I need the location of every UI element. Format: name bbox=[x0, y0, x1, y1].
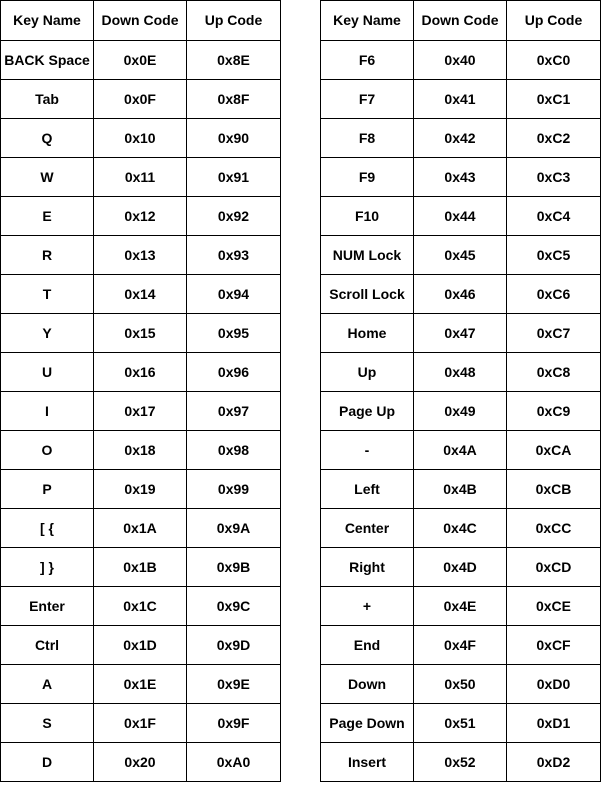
table-row bbox=[321, 41, 601, 80]
down-code-cell: 0x18 bbox=[94, 431, 187, 470]
header-row bbox=[1, 1, 281, 41]
table-row bbox=[321, 509, 601, 548]
key-name-cell: Page Down bbox=[321, 704, 414, 743]
up-code-cell: 0xC0 bbox=[507, 41, 601, 80]
down-code-cell: 0x4C bbox=[414, 509, 507, 548]
key-name-cell: Y bbox=[1, 314, 94, 353]
down-code-cell: 0x46 bbox=[414, 275, 507, 314]
header-key-name: Key Name bbox=[321, 1, 414, 41]
table-row bbox=[1, 158, 281, 197]
up-code-cell: 0xCA bbox=[507, 431, 601, 470]
table-row bbox=[321, 704, 601, 743]
key-name-cell: O bbox=[1, 431, 94, 470]
up-code-cell: 0xC8 bbox=[507, 353, 601, 392]
key-name-cell: F10 bbox=[321, 197, 414, 236]
up-code-cell: 0x8F bbox=[187, 80, 281, 119]
key-name-cell: Tab bbox=[1, 80, 94, 119]
up-code-cell: 0xC4 bbox=[507, 197, 601, 236]
down-code-cell: 0x16 bbox=[94, 353, 187, 392]
down-code-cell: 0x14 bbox=[94, 275, 187, 314]
key-name-cell: U bbox=[1, 353, 94, 392]
table-row bbox=[1, 197, 281, 236]
down-code-cell: 0x49 bbox=[414, 392, 507, 431]
up-code-cell: 0x8E bbox=[187, 41, 281, 80]
down-code-cell: 0x4E bbox=[414, 587, 507, 626]
key-name-cell: F9 bbox=[321, 158, 414, 197]
up-code-cell: 0x98 bbox=[187, 431, 281, 470]
key-name-cell: S bbox=[1, 704, 94, 743]
table-row bbox=[1, 704, 281, 743]
down-code-cell: 0x41 bbox=[414, 80, 507, 119]
up-code-cell: 0xCF bbox=[507, 626, 601, 665]
key-name-cell: Page Up bbox=[321, 392, 414, 431]
table-row bbox=[1, 119, 281, 158]
down-code-cell: 0x44 bbox=[414, 197, 507, 236]
table-row bbox=[1, 509, 281, 548]
up-code-cell: 0xA0 bbox=[187, 743, 281, 782]
key-name-cell: Ctrl bbox=[1, 626, 94, 665]
table-row bbox=[321, 197, 601, 236]
up-code-cell: 0x9D bbox=[187, 626, 281, 665]
table-row bbox=[1, 743, 281, 782]
down-code-cell: 0x0F bbox=[94, 80, 187, 119]
table-row bbox=[1, 587, 281, 626]
key-name-cell: Q bbox=[1, 119, 94, 158]
header-row bbox=[321, 1, 601, 41]
up-code-cell: 0x9C bbox=[187, 587, 281, 626]
up-code-cell: 0x99 bbox=[187, 470, 281, 509]
up-code-cell: 0x9F bbox=[187, 704, 281, 743]
key-name-cell: F6 bbox=[321, 41, 414, 80]
key-name-cell: Left bbox=[321, 470, 414, 509]
table-row bbox=[321, 626, 601, 665]
header-up-code: Up Code bbox=[507, 1, 601, 41]
up-code-cell: 0xD1 bbox=[507, 704, 601, 743]
table-row bbox=[321, 80, 601, 119]
down-code-cell: 0x51 bbox=[414, 704, 507, 743]
header-up-code: Up Code bbox=[187, 1, 281, 41]
up-code-cell: 0x91 bbox=[187, 158, 281, 197]
down-code-cell: 0x13 bbox=[94, 236, 187, 275]
up-code-cell: 0x96 bbox=[187, 353, 281, 392]
table-row bbox=[1, 353, 281, 392]
up-code-cell: 0xC9 bbox=[507, 392, 601, 431]
down-code-cell: 0x48 bbox=[414, 353, 507, 392]
key-name-cell: T bbox=[1, 275, 94, 314]
table-row bbox=[321, 353, 601, 392]
down-code-cell: 0x43 bbox=[414, 158, 507, 197]
up-code-cell: 0x9B bbox=[187, 548, 281, 587]
down-code-cell: 0x40 bbox=[414, 41, 507, 80]
key-name-cell: E bbox=[1, 197, 94, 236]
key-name-cell: [ { bbox=[1, 509, 94, 548]
table-row bbox=[1, 236, 281, 275]
up-code-cell: 0x90 bbox=[187, 119, 281, 158]
down-code-cell: 0x0E bbox=[94, 41, 187, 80]
up-code-cell: 0xC1 bbox=[507, 80, 601, 119]
down-code-cell: 0x1F bbox=[94, 704, 187, 743]
key-name-cell: A bbox=[1, 665, 94, 704]
key-name-cell: Right bbox=[321, 548, 414, 587]
table-row bbox=[321, 119, 601, 158]
key-name-cell: R bbox=[1, 236, 94, 275]
up-code-cell: 0xC3 bbox=[507, 158, 601, 197]
table-row bbox=[1, 548, 281, 587]
table-row bbox=[321, 392, 601, 431]
key-name-cell: F8 bbox=[321, 119, 414, 158]
down-code-cell: 0x11 bbox=[94, 158, 187, 197]
table-row bbox=[321, 743, 601, 782]
down-code-cell: 0x12 bbox=[94, 197, 187, 236]
key-name-cell: Center bbox=[321, 509, 414, 548]
up-code-cell: 0xCB bbox=[507, 470, 601, 509]
table-row bbox=[1, 431, 281, 470]
table-row bbox=[321, 587, 601, 626]
key-name-cell: Insert bbox=[321, 743, 414, 782]
key-name-cell: D bbox=[1, 743, 94, 782]
key-name-cell: W bbox=[1, 158, 94, 197]
down-code-cell: 0x4D bbox=[414, 548, 507, 587]
key-name-cell: Down bbox=[321, 665, 414, 704]
table-row bbox=[1, 626, 281, 665]
header-key-name: Key Name bbox=[1, 1, 94, 41]
down-code-cell: 0x4B bbox=[414, 470, 507, 509]
up-code-cell: 0xCC bbox=[507, 509, 601, 548]
down-code-cell: 0x1D bbox=[94, 626, 187, 665]
key-name-cell: P bbox=[1, 470, 94, 509]
key-name-cell: BACK Space bbox=[1, 41, 94, 80]
down-code-cell: 0x1E bbox=[94, 665, 187, 704]
down-code-cell: 0x47 bbox=[414, 314, 507, 353]
table-row bbox=[1, 80, 281, 119]
table-row bbox=[1, 665, 281, 704]
down-code-cell: 0x1C bbox=[94, 587, 187, 626]
down-code-cell: 0x4A bbox=[414, 431, 507, 470]
up-code-cell: 0xC6 bbox=[507, 275, 601, 314]
up-code-cell: 0x92 bbox=[187, 197, 281, 236]
table-row bbox=[321, 158, 601, 197]
down-code-cell: 0x10 bbox=[94, 119, 187, 158]
keycode-table-left bbox=[0, 0, 281, 782]
table-row bbox=[321, 665, 601, 704]
up-code-cell: 0x9A bbox=[187, 509, 281, 548]
header-down-code: Down Code bbox=[414, 1, 507, 41]
up-code-cell: 0x9E bbox=[187, 665, 281, 704]
down-code-cell: 0x42 bbox=[414, 119, 507, 158]
down-code-cell: 0x19 bbox=[94, 470, 187, 509]
key-name-cell: NUM Lock bbox=[321, 236, 414, 275]
up-code-cell: 0x94 bbox=[187, 275, 281, 314]
down-code-cell: 0x4F bbox=[414, 626, 507, 665]
up-code-cell: 0xD2 bbox=[507, 743, 601, 782]
up-code-cell: 0xC7 bbox=[507, 314, 601, 353]
table-row bbox=[1, 314, 281, 353]
down-code-cell: 0x15 bbox=[94, 314, 187, 353]
key-name-cell: I bbox=[1, 392, 94, 431]
down-code-cell: 0x1B bbox=[94, 548, 187, 587]
up-code-cell: 0xCD bbox=[507, 548, 601, 587]
up-code-cell: 0x95 bbox=[187, 314, 281, 353]
key-name-cell: End bbox=[321, 626, 414, 665]
key-name-cell: - bbox=[321, 431, 414, 470]
down-code-cell: 0x20 bbox=[94, 743, 187, 782]
down-code-cell: 0x50 bbox=[414, 665, 507, 704]
table-row bbox=[321, 314, 601, 353]
up-code-cell: 0x93 bbox=[187, 236, 281, 275]
table-row bbox=[1, 392, 281, 431]
up-code-cell: 0x97 bbox=[187, 392, 281, 431]
table-row bbox=[321, 275, 601, 314]
table-row bbox=[321, 470, 601, 509]
down-code-cell: 0x1A bbox=[94, 509, 187, 548]
down-code-cell: 0x17 bbox=[94, 392, 187, 431]
key-name-cell: F7 bbox=[321, 80, 414, 119]
key-name-cell: Home bbox=[321, 314, 414, 353]
keycode-table-right bbox=[320, 0, 601, 782]
key-name-cell: Scroll Lock bbox=[321, 275, 414, 314]
down-code-cell: 0x52 bbox=[414, 743, 507, 782]
up-code-cell: 0xC5 bbox=[507, 236, 601, 275]
key-name-cell: + bbox=[321, 587, 414, 626]
table-row bbox=[1, 275, 281, 314]
header-down-code: Down Code bbox=[94, 1, 187, 41]
key-name-cell: Up bbox=[321, 353, 414, 392]
table-row bbox=[321, 431, 601, 470]
key-name-cell: Enter bbox=[1, 587, 94, 626]
table-row bbox=[321, 548, 601, 587]
up-code-cell: 0xCE bbox=[507, 587, 601, 626]
table-row bbox=[1, 470, 281, 509]
key-name-cell: ] } bbox=[1, 548, 94, 587]
down-code-cell: 0x45 bbox=[414, 236, 507, 275]
up-code-cell: 0xD0 bbox=[507, 665, 601, 704]
table-row bbox=[321, 236, 601, 275]
table-row bbox=[1, 41, 281, 80]
up-code-cell: 0xC2 bbox=[507, 119, 601, 158]
